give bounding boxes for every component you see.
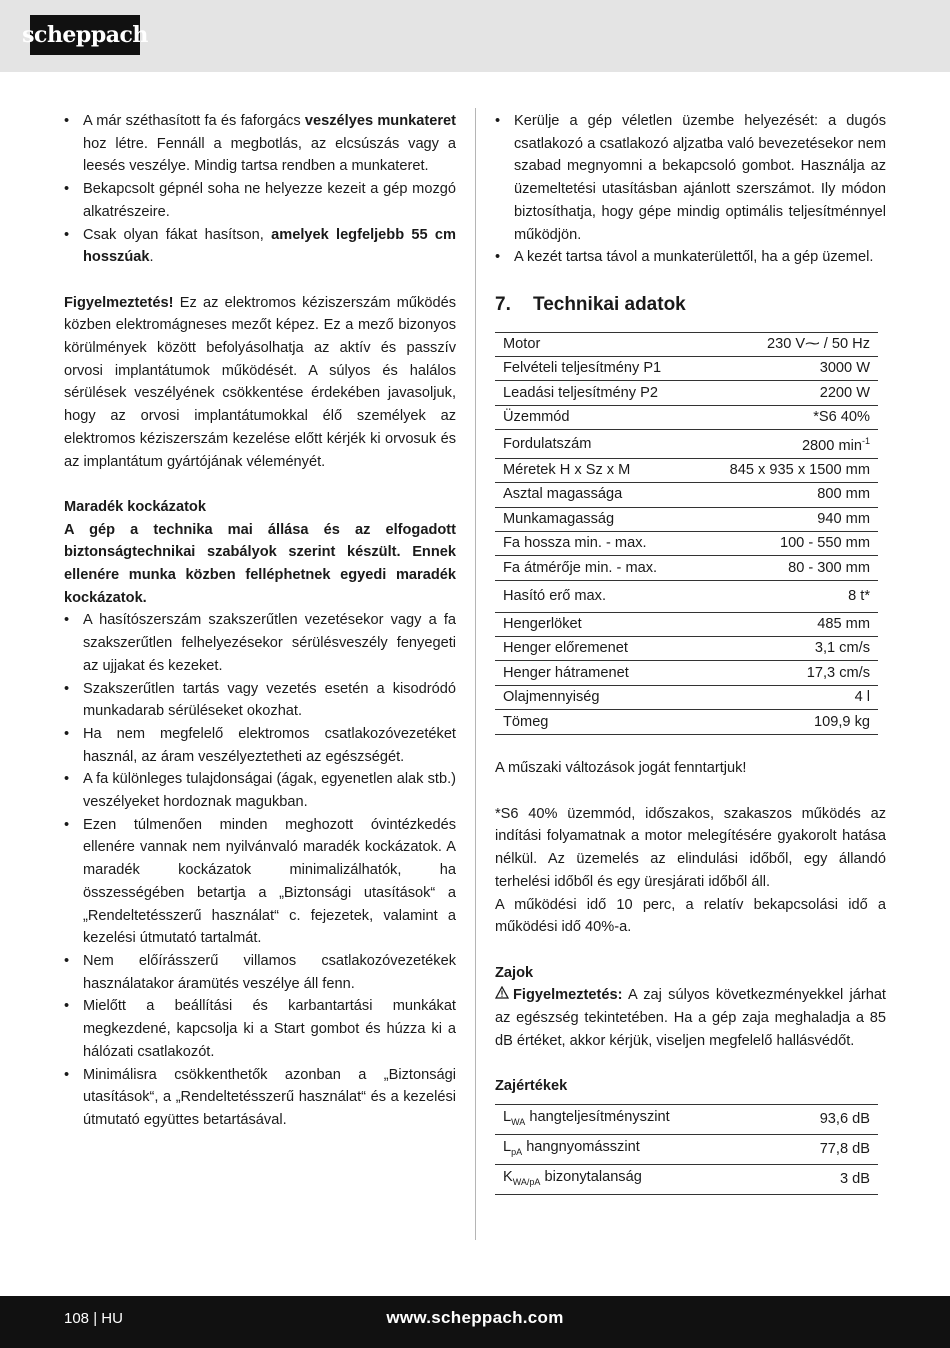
residual-risk-item: • A fa különleges tulajdonságai (ágak, egyenetlen alak stb.) veszélyeket hordoznak magukban. — [64, 768, 456, 813]
spec-label: Hengerlöket — [495, 612, 697, 636]
warning-text: Ez az elektromos kéziszerszám működés közben elektromágneses mezőt képez. Ez a mező bizonyos körülmények között befolyásolhatja az aktív és passzív orvosi implantátumok működését. A súlyos és halálos sérülések veszélyének csökkentése érdekében javasoljuk, hogy az orvosi implantátumokkal élő személyek az elektromos kéziszerszám kezelése előtt kérjék ki orvosuk és az implantátum gyártójának véleményét. — [64, 294, 456, 470]
spec-value-text: 109,9 kg — [814, 713, 870, 730]
spec-value-text: 100 - 550 mm — [779, 535, 870, 552]
table-row — [495, 661, 878, 685]
spec-label: Fa átmérője min. - max. — [495, 556, 697, 580]
spec-value-text: 800 mm — [817, 486, 870, 503]
spec-value-text: 4 l — [854, 689, 870, 706]
spec-label: Üzemmód — [495, 405, 697, 429]
footer-bar — [0, 1296, 950, 1348]
table-row — [495, 507, 878, 531]
residual-risk-item: • Szakszerűtlen tartás vagy vezetés esetén a kisodródó munkadarab sérüléseket okozhat. — [64, 678, 456, 723]
table-row — [495, 612, 878, 636]
spec-label: Munkamagasság — [495, 507, 697, 531]
table-row — [495, 357, 878, 381]
table-row — [495, 637, 878, 661]
table-row — [495, 483, 878, 507]
section-heading — [495, 292, 886, 332]
table-row — [495, 405, 878, 429]
spec-label: Asztal magassága — [495, 483, 697, 507]
bullet-text-run: amelyek legfeljebb 55 cm hosszúak — [83, 226, 457, 266]
spec-value-text: 485 mm — [817, 616, 870, 633]
spec-value-text: 230 V⁓ / 50 Hz — [766, 335, 870, 352]
spec-value-text: 8 t* — [848, 587, 870, 604]
emf-warning-paragraph — [64, 292, 456, 474]
spec-value-text: 17,3 cm/s — [806, 664, 870, 681]
spec-value — [697, 507, 878, 531]
noise-symbol-subscript: WA/pA — [512, 1176, 541, 1187]
bullet-text-run: Csak olyan fákat hasítson, — [83, 226, 272, 243]
spec-value — [697, 612, 878, 636]
spec-label: Fa hossza min. - max. — [495, 531, 697, 555]
bullet-text-run: hoz létre. Fennáll a megbotlás, az elcsúszás vagy a leesés veszélye. Mindig tartsa rendben a munkateret. — [83, 135, 456, 175]
spec-value — [697, 531, 878, 555]
residual-risk-item: • Nem előírásszerű villamos csatlakozóvezetékek használatakor áramütés veszélye áll fenn. — [64, 950, 456, 995]
noise-label — [495, 1104, 776, 1134]
warning-label: Figyelmeztetés! — [64, 294, 174, 311]
noise-label-text: hangnyomásszint — [522, 1138, 640, 1155]
residual-risk-item: • A hasítószerszám szakszerűtlen vezetésekor vagy a fa szakszerűtlen felhelyezésekor sérülésveszély fenyegeti az ujjakat és kezeket. — [64, 609, 456, 677]
spec-value — [697, 580, 878, 612]
noise-label — [495, 1134, 776, 1164]
bullet-text-run: Bekapcsolt gépnél soha ne helyezze kezeit a gép mozgó alkatrészeire. — [83, 181, 456, 220]
spec-value — [697, 637, 878, 661]
spec-value-superscript: -1 — [861, 436, 870, 447]
spec-value-text: 2200 W — [819, 384, 870, 401]
spec-value — [697, 710, 878, 734]
bullet-item: • A kezét tartsa távol a munkaterülettől, ha a gép üzemel. — [495, 246, 886, 269]
warning-triangle-icon — [495, 984, 513, 1007]
spec-value — [697, 458, 878, 482]
residual-risk-intro: A gép a technika mai állása és az elfogadott biztonságtechnikai szabályok szerint készült. Ennek ellenére munka közben felléphetnek egyedi maradék kockázatok. — [64, 521, 456, 606]
safety-bullet-list — [64, 110, 456, 269]
website-link[interactable]: www.scheppach.com — [386, 1308, 564, 1327]
table-row — [495, 1104, 878, 1134]
section-number: 7. — [495, 293, 511, 315]
noise-symbol: L — [503, 1138, 512, 1155]
spec-label: Fordulatszám — [495, 430, 697, 459]
table-row — [495, 531, 878, 555]
table-row — [495, 1134, 878, 1164]
bullet-text-run: A már széthasított fa és faforgács — [83, 113, 305, 129]
noise-label-text: hangteljesítményszint — [525, 1108, 670, 1125]
noise-value: 93,6 dB — [776, 1104, 878, 1134]
table-row — [495, 381, 878, 405]
noise-warning-paragraph — [495, 984, 886, 1052]
spec-value — [697, 430, 878, 459]
bullet-item — [64, 110, 456, 178]
bullet-item — [64, 178, 456, 223]
noise-symbol-subscript: pA — [511, 1146, 523, 1157]
spec-label: Olajmennyiség — [495, 685, 697, 709]
s6-note: *S6 40% üzemmód, időszakos, szakaszos működés az indítási folyamatnak a motor melegítésére gyakorolt hatása nélkül. Az üzemelés az elindulási időből, egy állandó terhelési időből és egy üresjárati időből áll. — [495, 805, 886, 890]
spec-value-text: 2800 min — [801, 438, 862, 455]
section-title: Technikai adatok — [533, 293, 686, 315]
left-column — [64, 110, 456, 1132]
s6-note-2: A működési idő 10 perc, a relatív bekapcsolási idő a működési idő 40%-a. — [495, 896, 886, 936]
residual-risk-title: Maradék kockázatok — [64, 498, 206, 515]
right-column — [495, 110, 886, 1195]
spec-value — [697, 405, 878, 429]
table-row — [495, 458, 878, 482]
reserve-note: A műszaki változások jogát fenntartjuk! — [495, 760, 747, 777]
noise-title: Zajok — [495, 964, 534, 981]
bullet-text-run: . — [149, 249, 154, 266]
spec-label: Méretek H x Sz x M — [495, 458, 697, 482]
table-row — [495, 710, 878, 734]
spec-label: Felvételi teljesítmény P1 — [495, 357, 697, 381]
noise-warning-label: Figyelmeztetés: — [513, 987, 623, 1004]
noise-value: 3 dB — [776, 1164, 878, 1194]
spec-value — [697, 381, 878, 405]
noise-symbol: K — [503, 1168, 513, 1185]
table-row — [495, 332, 878, 356]
table-row — [495, 580, 878, 612]
spec-value — [697, 661, 878, 685]
noise-label — [495, 1164, 776, 1194]
residual-risk-item: • Ezen túlmenően minden meghozott óvintézkedés ellenére vannak nem nyilvánvaló maradék kockázatok. A maradék kockázatok minimalizálhatók, ha összességében betartja a „Biztonsági utasítások“ a „Rendeltetésszerű használat“ c. fejezetek, valamint a kezelési útmutató tartalmát. — [64, 814, 456, 950]
noise-values-table — [495, 1104, 878, 1195]
spec-label: Leadási teljesítmény P2 — [495, 381, 697, 405]
spec-value-text: 3,1 cm/s — [814, 640, 870, 657]
spec-value — [697, 556, 878, 580]
spec-value-text: *S6 40% — [813, 409, 870, 426]
spec-value — [697, 483, 878, 507]
noise-values-title: Zajértékek — [495, 1078, 568, 1095]
spec-label: Henger előremenet — [495, 637, 697, 661]
spec-value — [697, 357, 878, 381]
noise-warning-text: A zaj súlyos következményekkel járhat az egészség tekintetében. Ha a gép zaja meghaladja a 85 dB értéket, akkor kérjük, viseljen megfelelő hallásvédőt. — [495, 987, 886, 1049]
spec-value — [697, 685, 878, 709]
noise-value: 77,8 dB — [776, 1134, 878, 1164]
noise-symbol: L — [503, 1108, 512, 1125]
safety-bullet-list-right — [495, 110, 886, 269]
bullet-item: • Kerülje a gép véletlen üzembe helyezését: a dugós csatlakozó a csatlakozó aljzatba való bevezetésekor nem szabad megnyomni a bekapcsoló gombot. Használja az üzemeltetési utasításban ajánlott szerszámot. Ily módon biztosíthatja, hogy gépe mindig optimális teljesítménnyel működjön. — [495, 110, 886, 246]
technical-data-table — [495, 332, 878, 735]
residual-risk-list — [64, 609, 456, 1131]
spec-value-text: 940 mm — [817, 510, 870, 527]
spec-label: Motor — [495, 332, 697, 356]
brand-logo: scheppach — [30, 15, 140, 55]
page-number: 108 | HU — [64, 1310, 123, 1327]
table-row — [495, 556, 878, 580]
spec-label: Tömeg — [495, 710, 697, 734]
spec-value — [697, 332, 878, 356]
table-row — [495, 685, 878, 709]
table-row — [495, 1164, 878, 1194]
spec-label: Hasító erő max. — [495, 580, 697, 612]
residual-risk-item: • Minimálisra csökkenthetők azonban a „Biztonsági utasítások“, a „Rendeltetésszerű használat“ és a kezelési útmutató együttes betartásával. — [64, 1064, 456, 1132]
noise-symbol-subscript: WA — [511, 1116, 526, 1127]
spec-label: Henger hátramenet — [495, 661, 697, 685]
column-divider — [475, 108, 476, 1240]
spec-value-text: 3000 W — [819, 360, 870, 377]
bullet-text-run: veszélyes munkateret — [304, 113, 456, 129]
noise-label-text: bizonytalanság — [540, 1168, 642, 1185]
residual-risk-item: • Ha nem megfelelő elektromos csatlakozóvezetéket használ, az áram veszélyeztetheti az egészségét. — [64, 723, 456, 768]
spec-value-text: 845 x 935 x 1500 mm — [729, 462, 870, 479]
spec-value-text: 80 - 300 mm — [788, 559, 870, 576]
residual-risk-item: • Mielőtt a beállítási és karbantartási munkákat megkezdené, kapcsolja ki a Start gombot és húzza ki a hálózati csatlakozót. — [64, 995, 456, 1063]
bullet-item — [64, 224, 456, 269]
table-row — [495, 430, 878, 459]
